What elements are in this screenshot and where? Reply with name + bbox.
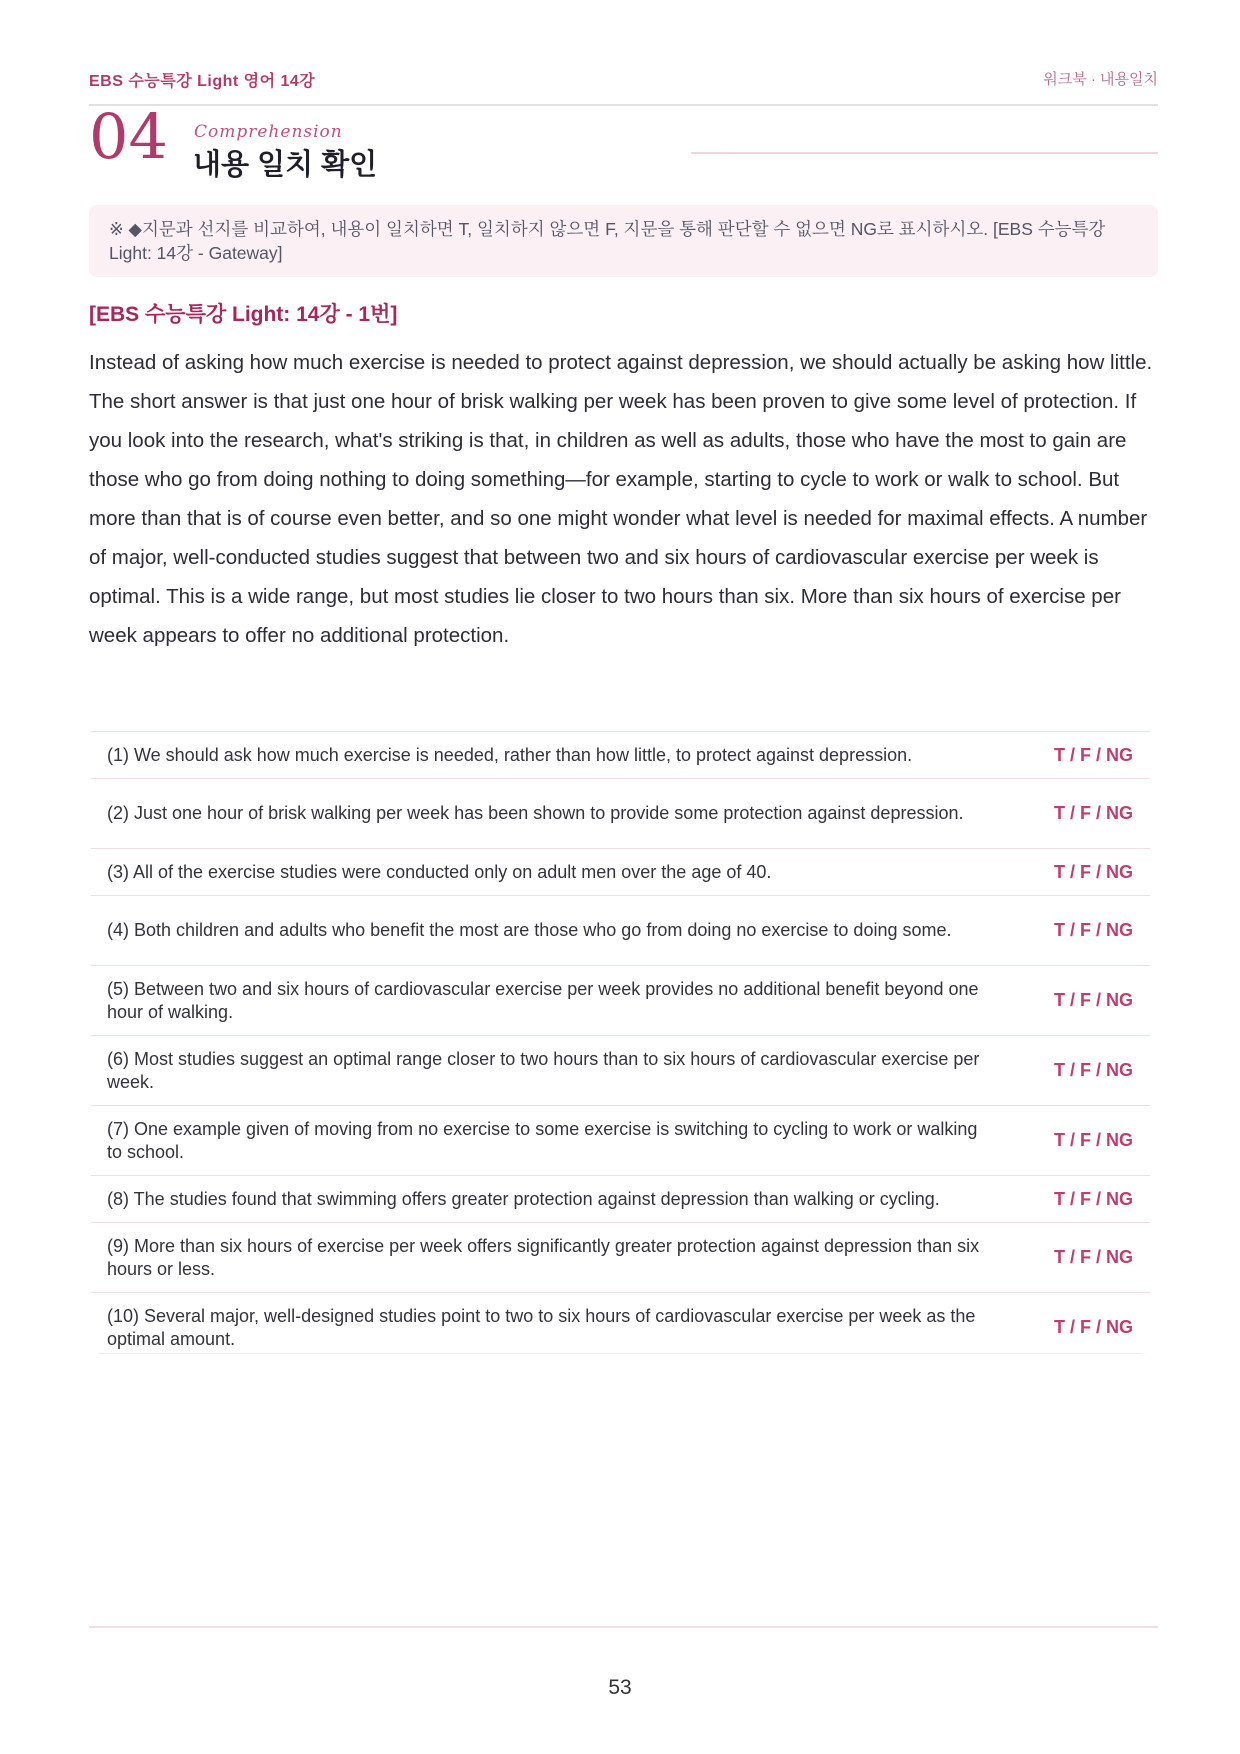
header-section-label: 워크북 · 내용일치 bbox=[1043, 71, 1158, 88]
question-row bbox=[91, 1223, 1150, 1293]
passage-text: Instead of asking how much exercise is needed to protect against depression, we should actually be asking how little. The short answer is that just one hour of brisk walking per week has been proven to give some level of protection. If you look into the research, what's striking is that, in children as well as adults, those who have the most to gain are those who go from doing nothing to doing something—for example, starting to cycle to work or walk to school. But more than that is of course even better, and so one might wonder what level is needed for maximal effects. A number of major, well-conducted studies suggest that between two and six hours of cardiovascular exercise per week is optimal. This is a wide range, but most studies lie closer to two hours than six. More than six hours of exercise per week appears to offer no additional protection. bbox=[89, 351, 1153, 647]
question-text: (3) All of the exercise studies were conducted only on adult men over the age of 40. bbox=[107, 861, 772, 882]
question-row bbox=[91, 779, 1150, 849]
table-bottom-divider bbox=[98, 1353, 1143, 1354]
question-row bbox=[91, 1176, 1150, 1223]
answer-options[interactable]: T / F / NG bbox=[1054, 1317, 1133, 1337]
question-text: (5) Between two and six hours of cardiovascular exercise per week provides no additional benefit beyond one hour of walking. bbox=[107, 978, 979, 1022]
answer-options[interactable]: T / F / NG bbox=[1054, 990, 1133, 1010]
question-row bbox=[91, 1293, 1150, 1363]
page-number: 53 bbox=[608, 1676, 632, 1699]
section-subtitle: Comprehension bbox=[194, 122, 343, 142]
question-text: (1) We should ask how much exercise is needed, rather than how little, to protect against depression. bbox=[107, 744, 913, 765]
answer-options[interactable]: T / F / NG bbox=[1054, 1130, 1133, 1150]
section-divider bbox=[691, 152, 1158, 154]
page-header bbox=[89, 68, 1158, 106]
question-row bbox=[91, 966, 1150, 1036]
question-text: (9) More than six hours of exercise per week offers significantly greater protection against depression than six hours or less. bbox=[107, 1235, 980, 1279]
question-text: (7) One example given of moving from no exercise to some exercise is switching to cycling to work or walking to school. bbox=[107, 1118, 978, 1162]
answer-options[interactable]: T / F / NG bbox=[1054, 920, 1133, 940]
question-row bbox=[91, 732, 1150, 779]
question-text: (2) Just one hour of brisk walking per week has been shown to provide some protection against depression. bbox=[107, 803, 964, 823]
question-row bbox=[91, 1036, 1150, 1106]
passage-title: [EBS 수능특강 Light: 14강 - 1번] bbox=[89, 303, 398, 326]
instruction-box: ※ ◆지문과 선지를 비교하여, 내용이 일치하면 T, 일치하지 않으면 F, 지문을 통해 판단할 수 없으면 NG로 표시하시오. [EBS 수능특강 Light: 14강 - Gateway] bbox=[89, 205, 1158, 277]
answer-options[interactable]: T / F / NG bbox=[1054, 803, 1133, 823]
answer-options[interactable]: T / F / NG bbox=[1054, 861, 1133, 882]
question-text: (4) Both children and adults who benefit the most are those who go from doing no exercise to doing some. bbox=[107, 920, 952, 940]
answer-options[interactable]: T / F / NG bbox=[1054, 1188, 1133, 1209]
header-course-title: EBS 수능특강 Light 영어 14강 bbox=[89, 73, 316, 90]
question-table bbox=[91, 731, 1150, 1362]
question-row bbox=[91, 896, 1150, 966]
question-text: (8) The studies found that swimming offers greater protection against depression than walking or cycling. bbox=[107, 1188, 940, 1209]
question-row bbox=[91, 1106, 1150, 1176]
question-text: (6) Most studies suggest an optimal range closer to two hours than to six hours of cardiovascular exercise per week. bbox=[107, 1048, 980, 1092]
section-heading bbox=[89, 100, 1158, 182]
answer-options[interactable]: T / F / NG bbox=[1054, 1247, 1133, 1267]
answer-options[interactable]: T / F / NG bbox=[1054, 744, 1133, 765]
answer-options[interactable]: T / F / NG bbox=[1054, 1060, 1133, 1080]
section-title: 내용 일치 확인 bbox=[193, 149, 378, 181]
question-row bbox=[91, 849, 1150, 896]
question-text: (10) Several major, well-designed studies point to two to six hours of cardiovascular exercise per week as the optimal amount. bbox=[107, 1305, 976, 1349]
section-number: 04 bbox=[89, 100, 168, 173]
footer-divider bbox=[89, 1626, 1158, 1628]
